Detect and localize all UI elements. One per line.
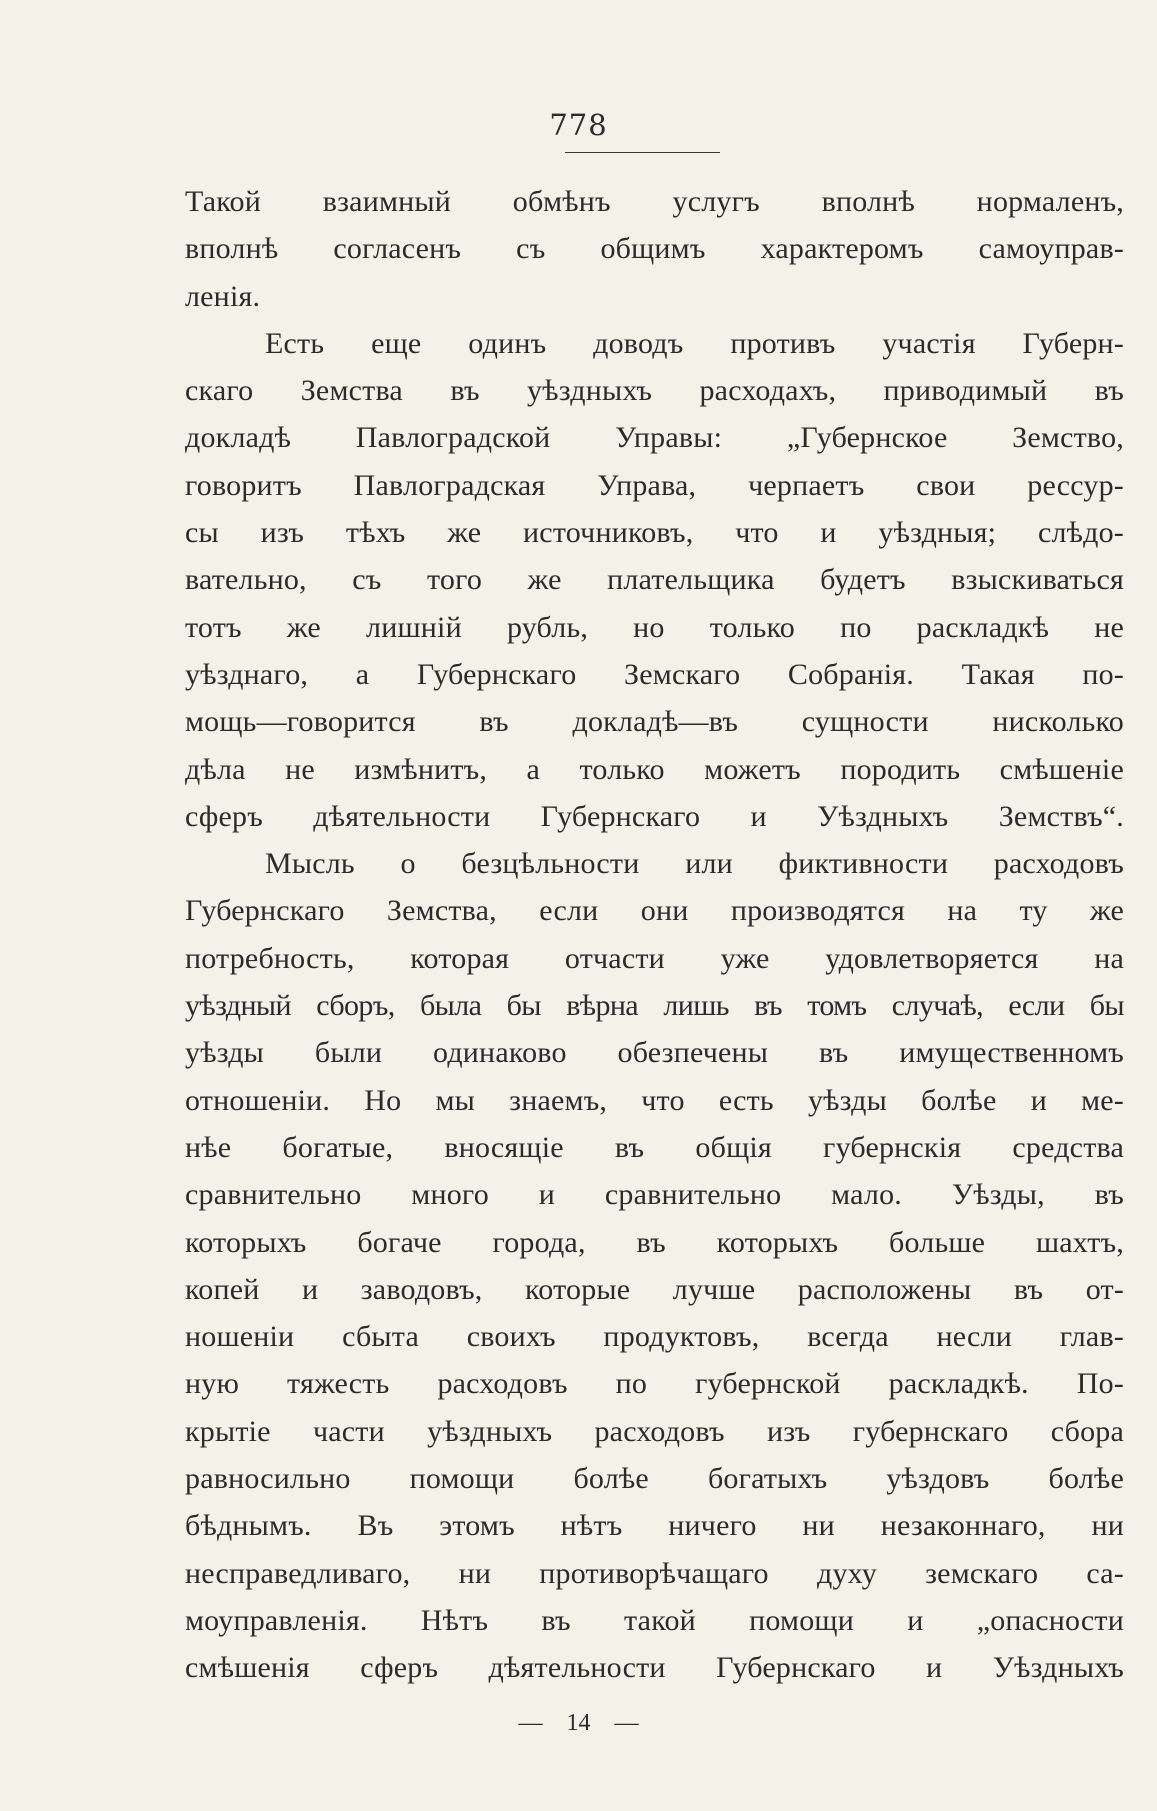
text-line: скаго Земства въ уѣздныхъ расходахъ, приводимый въ [185,374,1124,408]
text-line: копей и заводовъ, которые лучше расположены въ от- [185,1272,1124,1306]
text-line: тотъ же лишній рубль, но только по раскладкѣ не [185,610,1124,644]
text-line: крытіе части уѣздныхъ расходовъ изъ губернскаго сбора [185,1414,1124,1448]
text-line: бѣднымъ. Въ этомъ нѣтъ ничего ни незаконнаго, ни [185,1509,1124,1543]
text-line: Такой взаимный обмѣнъ услугъ вполнѣ нормаленъ, [185,185,1124,218]
text-line: ленія. [185,279,261,313]
text-line: уѣздный сборъ, была бы вѣрна лишь въ томъ случаѣ, если бы [185,989,1124,1023]
text-line: сравнительно много и сравнительно мало. Уѣзды, въ [185,1178,1124,1212]
text-line: Губернскаго Земства, если они производятся на ту же [185,894,1124,928]
text-line: ношеніи сбыта своихъ продуктовъ, всегда несли глав- [185,1320,1124,1354]
paragraph-start-line: Есть еще одинъ доводъ противъ участія Губерн- [265,326,1124,360]
text-line: уѣзднаго, а Губернскаго Земскаго Собранія. Такая по- [185,657,1124,691]
text-line: сферъ дѣятельности Губернскаго и Уѣздныхъ Земствъ“. [185,799,1124,833]
text-line: смѣшенія сферъ дѣятельности Губернскаго и Уѣздныхъ [185,1651,1124,1685]
text-line: докладѣ Павлоградской Управы: „Губернское Земство, [185,421,1124,455]
text-line: уѣзды были одинаково обезпечены въ имущественномъ [185,1036,1124,1070]
text-line: мощь—говорится въ докладѣ—въ сущности нисколько [185,705,1124,739]
header-rule [565,152,720,153]
text-line: отношеніи. Но мы знаемъ, что есть уѣзды болѣе и ме- [185,1083,1124,1117]
text-line: которыхъ богаче города, въ которыхъ больше шахтъ, [185,1225,1124,1259]
text-line: моуправленія. Нѣтъ въ такой помощи и „опасности [185,1603,1124,1637]
text-line: потребность, которая отчасти уже удовлетворяется на [185,941,1124,975]
text-line: несправедливаго, ни противорѣчащаго духу земскаго са- [185,1556,1124,1590]
text-line: нѣе богатые, вносящіе въ общія губернскія средства [185,1130,1124,1164]
page-number: 778 [549,108,608,142]
body-text [185,178,1124,1692]
text-line: вательно, съ того же плательщика будетъ взыскиваться [185,563,1124,597]
paragraph-start-line: Мысль о безцѣльности или фиктивности расходовъ [265,847,1124,881]
text-line: сы изъ тѣхъ же источниковъ, что и уѣздныя; слѣдо- [185,516,1124,550]
text-line: равносильно помощи болѣе богатыхъ уѣздовъ болѣе [185,1462,1124,1496]
signature-mark: — 14 — [518,1710,639,1736]
text-line: дѣла не измѣнитъ, а только можетъ породить смѣшеніе [185,752,1124,786]
text-line: говоритъ Павлоградская Управа, черпаетъ свои рессур- [185,468,1124,502]
text-line: вполнѣ согласенъ съ общимъ характеромъ самоуправ- [185,232,1124,266]
text-line: ную тяжесть расходовъ по губернской раскладкѣ. По- [185,1367,1124,1401]
